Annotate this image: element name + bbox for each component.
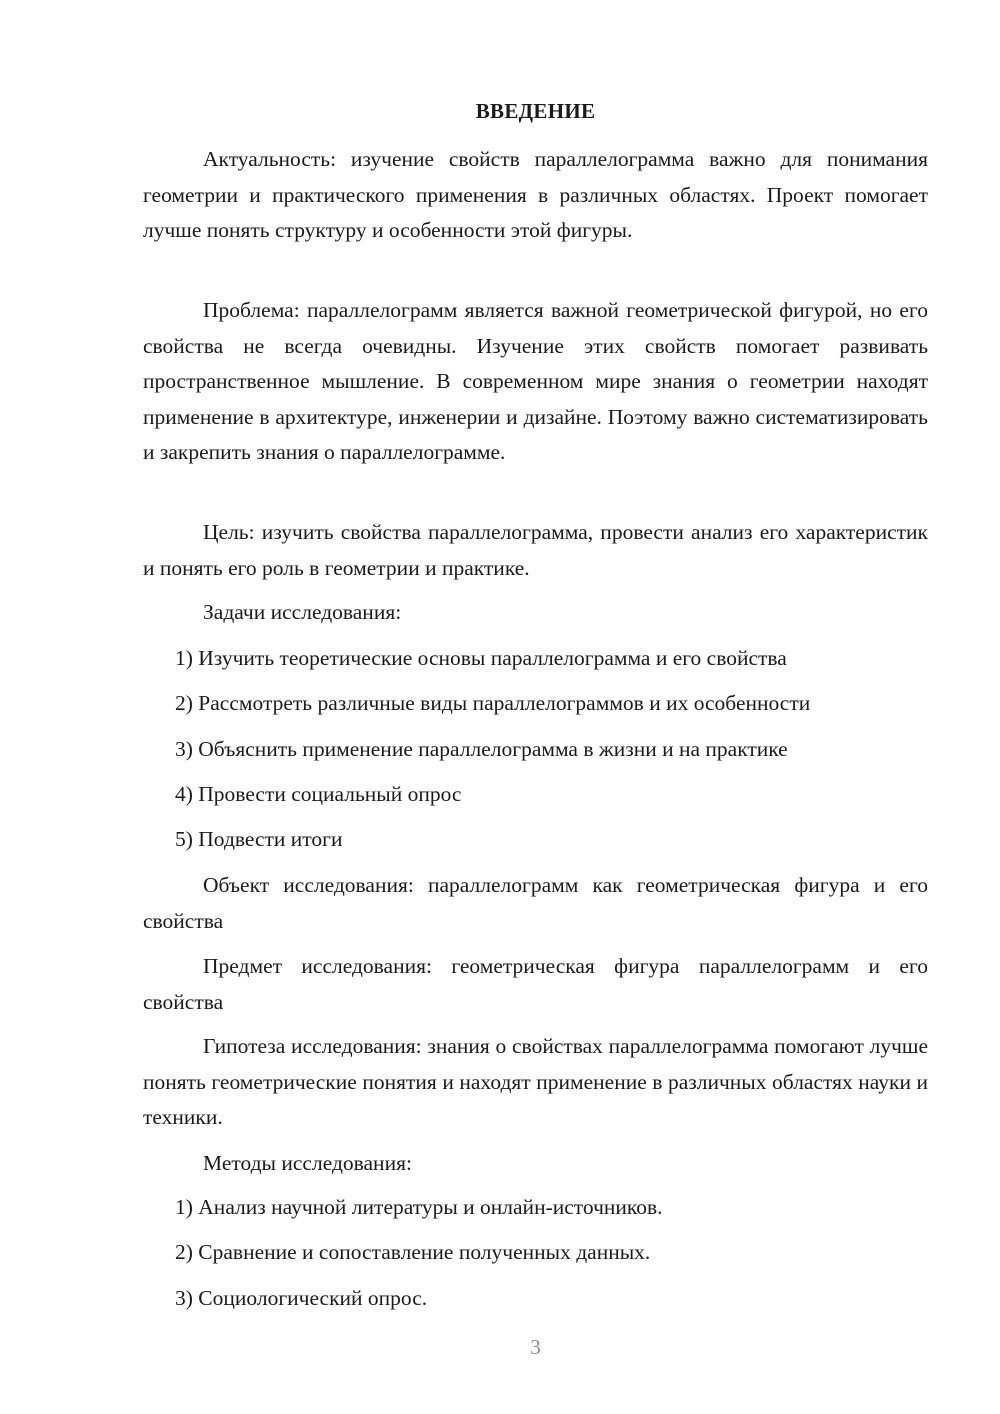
task-item: 1) Изучить теоретические основы параллелограмма и его свойства <box>175 646 787 670</box>
task-item: 2) Рассмотреть различные виды параллелограммов и их особенности <box>175 691 811 715</box>
tasks-heading: Задачи исследования: <box>203 600 402 624</box>
methods-heading: Методы исследования: <box>203 1151 412 1175</box>
page-number: 3 <box>530 1335 541 1359</box>
method-item: 2) Сравнение и сопоставление полученных данных. <box>175 1240 651 1264</box>
paragraph-goal: Цель: изучить свойства параллелограмма, провести анализ его характеристик и понять его роль в геометрии и практике. <box>143 520 928 580</box>
paragraph-subject: Предмет исследования: геометрическая фигура параллелограмм и его свойства <box>143 954 928 1014</box>
paragraph-object: Объект исследования: параллелограмм как геометрическая фигура и его свойства <box>143 873 928 933</box>
paragraph-relevance: Актуальность: изучение свойств параллелограмма важно для понимания геометрии и практического применения в различных областях. Проект помогает лучше понять структуру и особенности этой фигуры. <box>143 147 928 242</box>
task-item: 3) Объяснить применение параллелограмма в жизни и на практике <box>175 737 788 761</box>
paragraph-problem: Проблема: параллелограмм является важной геометрической фигурой, но его свойства не всегда очевидны. Изучение этих свойств помогает развивать пространственное мышление. В современном мире знания о геометрии находят применение в архитектуре, инженерии и дизайне. Поэтому важно систематизировать и закрепить знания о параллелограмме. <box>143 298 928 464</box>
method-item: 1) Анализ научной литературы и онлайн-источников. <box>175 1195 663 1219</box>
task-item: 4) Провести социальный опрос <box>175 782 462 806</box>
paragraph-hypothesis: Гипотеза исследования: знания о свойствах параллелограмма помогают лучше понять геометрические понятия и находят применение в различных областях науки и техники. <box>143 1034 928 1129</box>
method-item: 3) Социологический опрос. <box>175 1286 428 1310</box>
task-item: 5) Подвести итоги <box>175 827 343 851</box>
page-title: ВВЕДЕНИЕ <box>475 99 596 123</box>
